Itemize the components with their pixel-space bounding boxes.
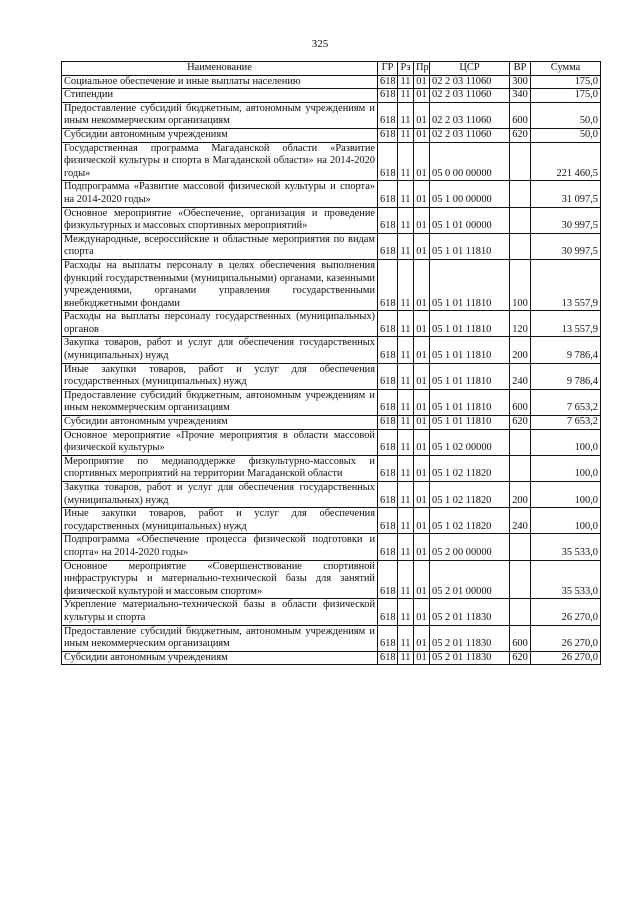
- header-gr: ГР: [378, 62, 398, 76]
- row-rz: 11: [398, 651, 414, 665]
- header-csr: ЦСР: [430, 62, 510, 76]
- row-sum: 35 533,0: [531, 534, 601, 560]
- row-name: Мероприятие по медиаподдержке физкультурно-массовых и спортивных мероприятий на территории Магаданской области: [62, 455, 378, 481]
- row-sum: 30 997,5: [531, 207, 601, 233]
- row-vr: 120: [510, 311, 531, 337]
- row-gr: 618: [378, 75, 398, 89]
- row-pr: 01: [414, 429, 430, 455]
- row-csr: 05 1 01 11810: [430, 389, 510, 415]
- table-row: [62, 389, 601, 415]
- row-vr: [510, 181, 531, 207]
- row-pr: 01: [414, 181, 430, 207]
- row-gr: 618: [378, 651, 398, 665]
- row-rz: 11: [398, 181, 414, 207]
- row-sum: 26 270,0: [531, 651, 601, 665]
- row-csr: 05 1 01 00000: [430, 207, 510, 233]
- row-pr: 01: [414, 625, 430, 651]
- row-sum: 100,0: [531, 482, 601, 508]
- row-vr: [510, 560, 531, 599]
- row-vr: [510, 455, 531, 481]
- row-name: Расходы на выплаты персоналу государственных (муниципальных) органов: [62, 311, 378, 337]
- header-vr: ВР: [510, 62, 531, 76]
- row-name: Стипендии: [62, 89, 378, 103]
- row-gr: 618: [378, 128, 398, 142]
- row-gr: 618: [378, 311, 398, 337]
- row-gr: 618: [378, 455, 398, 481]
- header-name: Наименование: [62, 62, 378, 76]
- row-csr: 02 2 03 11060: [430, 89, 510, 103]
- row-vr: 300: [510, 75, 531, 89]
- row-pr: 01: [414, 128, 430, 142]
- row-rz: 11: [398, 560, 414, 599]
- row-sum: 31 097,5: [531, 181, 601, 207]
- page-number: 325: [311, 38, 329, 50]
- row-pr: 01: [414, 259, 430, 310]
- table-row: [62, 455, 601, 481]
- row-pr: 01: [414, 337, 430, 363]
- row-csr: 05 1 01 11810: [430, 311, 510, 337]
- row-pr: 01: [414, 560, 430, 599]
- row-gr: 618: [378, 482, 398, 508]
- row-pr: 01: [414, 233, 430, 259]
- row-pr: 01: [414, 75, 430, 89]
- row-csr: 05 2 01 11830: [430, 625, 510, 651]
- row-name: Основное мероприятие «Совершенствование спортивной инфраструктуры и материально-технической базы для занятий физической культурой и массовым спортом»: [62, 560, 378, 599]
- row-csr: 05 2 01 00000: [430, 560, 510, 599]
- row-csr: 05 1 02 00000: [430, 429, 510, 455]
- row-gr: 618: [378, 363, 398, 389]
- row-gr: 618: [378, 416, 398, 430]
- row-vr: [510, 599, 531, 625]
- row-rz: 11: [398, 259, 414, 310]
- row-pr: 01: [414, 651, 430, 665]
- row-pr: 01: [414, 482, 430, 508]
- row-rz: 11: [398, 142, 414, 181]
- row-csr: 05 1 01 11810: [430, 363, 510, 389]
- row-rz: 11: [398, 128, 414, 142]
- row-sum: 100,0: [531, 455, 601, 481]
- row-rz: 11: [398, 416, 414, 430]
- row-csr: 05 2 01 11830: [430, 599, 510, 625]
- row-pr: 01: [414, 599, 430, 625]
- row-gr: 618: [378, 429, 398, 455]
- row-vr: 620: [510, 128, 531, 142]
- row-vr: 600: [510, 389, 531, 415]
- table-row: [62, 337, 601, 363]
- row-rz: 11: [398, 455, 414, 481]
- row-vr: 600: [510, 625, 531, 651]
- row-sum: 30 997,5: [531, 233, 601, 259]
- table-row: [62, 560, 601, 599]
- row-gr: 618: [378, 181, 398, 207]
- row-name: Подпрограмма «Развитие массовой физической культуры и спорта» на 2014-2020 годы»: [62, 181, 378, 207]
- row-csr: 05 1 01 11810: [430, 259, 510, 310]
- row-sum: 7 653,2: [531, 416, 601, 430]
- row-name: Основное мероприятие «Прочие мероприятия в области массовой физической культуры»: [62, 429, 378, 455]
- row-vr: [510, 429, 531, 455]
- row-csr: 05 1 01 11810: [430, 233, 510, 259]
- row-gr: 618: [378, 560, 398, 599]
- row-pr: 01: [414, 311, 430, 337]
- row-gr: 618: [378, 233, 398, 259]
- row-vr: [510, 534, 531, 560]
- row-name: Закупка товаров, работ и услуг для обеспечения государственных (муниципальных) нужд: [62, 337, 378, 363]
- row-name: Основное мероприятие «Обеспечение, организация и проведение физкультурных и массовых спортивных мероприятий»: [62, 207, 378, 233]
- row-rz: 11: [398, 429, 414, 455]
- row-pr: 01: [414, 534, 430, 560]
- row-name: Иные закупки товаров, работ и услуг для обеспечения государственных (муниципальных) нужд: [62, 363, 378, 389]
- row-gr: 618: [378, 508, 398, 534]
- row-pr: 01: [414, 102, 430, 128]
- row-sum: 100,0: [531, 429, 601, 455]
- row-csr: 02 2 03 11060: [430, 128, 510, 142]
- row-name: Государственная программа Магаданской области «Развитие физической культуры и спорта в Магаданской области» на 2014-2020 годы»: [62, 142, 378, 181]
- table-row: [62, 128, 601, 142]
- row-gr: 618: [378, 599, 398, 625]
- row-rz: 11: [398, 389, 414, 415]
- row-vr: [510, 207, 531, 233]
- row-sum: 9 786,4: [531, 337, 601, 363]
- row-rz: 11: [398, 89, 414, 103]
- row-vr: 240: [510, 363, 531, 389]
- table-row: [62, 651, 601, 665]
- row-sum: 175,0: [531, 89, 601, 103]
- row-sum: 7 653,2: [531, 389, 601, 415]
- row-sum: 175,0: [531, 75, 601, 89]
- row-csr: 05 0 00 00000: [430, 142, 510, 181]
- table-row: [62, 508, 601, 534]
- table-row: [62, 89, 601, 103]
- row-vr: 200: [510, 482, 531, 508]
- row-pr: 01: [414, 89, 430, 103]
- row-sum: 50,0: [531, 102, 601, 128]
- row-sum: 100,0: [531, 508, 601, 534]
- row-rz: 11: [398, 233, 414, 259]
- row-csr: 05 1 02 11820: [430, 455, 510, 481]
- row-name: Предоставление субсидий бюджетным, автономным учреждениям и иным некоммерческим организациям: [62, 389, 378, 415]
- row-rz: 11: [398, 102, 414, 128]
- row-name: Социальное обеспечение и иные выплаты населению: [62, 75, 378, 89]
- row-gr: 618: [378, 259, 398, 310]
- row-csr: 05 2 00 00000: [430, 534, 510, 560]
- row-vr: 620: [510, 416, 531, 430]
- row-vr: 240: [510, 508, 531, 534]
- row-csr: 02 2 03 11060: [430, 75, 510, 89]
- table-row: [62, 142, 601, 181]
- header-rz: Рз: [398, 62, 414, 76]
- row-vr: 100: [510, 259, 531, 310]
- row-vr: [510, 142, 531, 181]
- row-csr: 05 1 02 11820: [430, 508, 510, 534]
- table-row: [62, 75, 601, 89]
- row-csr: 05 1 01 11810: [430, 337, 510, 363]
- row-pr: 01: [414, 416, 430, 430]
- row-sum: 13 557,9: [531, 259, 601, 310]
- row-sum: 221 460,5: [531, 142, 601, 181]
- table-row: [62, 233, 601, 259]
- row-pr: 01: [414, 455, 430, 481]
- row-rz: 11: [398, 337, 414, 363]
- row-name: Субсидии автономным учреждениям: [62, 128, 378, 142]
- row-gr: 618: [378, 534, 398, 560]
- header-sum: Сумма: [531, 62, 601, 76]
- row-name: Укрепление материально-технической базы в области физической культуры и спорта: [62, 599, 378, 625]
- table-row: [62, 599, 601, 625]
- row-vr: 620: [510, 651, 531, 665]
- row-rz: 11: [398, 482, 414, 508]
- row-rz: 11: [398, 599, 414, 625]
- row-csr: 05 1 01 11810: [430, 416, 510, 430]
- row-name: Субсидии автономным учреждениям: [62, 416, 378, 430]
- table-row: [62, 363, 601, 389]
- table-header-row: [62, 62, 601, 76]
- row-vr: [510, 233, 531, 259]
- row-rz: 11: [398, 75, 414, 89]
- row-rz: 11: [398, 534, 414, 560]
- row-rz: 11: [398, 207, 414, 233]
- row-vr: 340: [510, 89, 531, 103]
- row-gr: 618: [378, 89, 398, 103]
- row-sum: 13 557,9: [531, 311, 601, 337]
- row-name: Иные закупки товаров, работ и услуг для обеспечения государственных (муниципальных) нужд: [62, 508, 378, 534]
- row-csr: 02 2 03 11060: [430, 102, 510, 128]
- table-row: [62, 416, 601, 430]
- row-name: Предоставление субсидий бюджетным, автономным учреждениям и иным некоммерческим организациям: [62, 625, 378, 651]
- table-row: [62, 207, 601, 233]
- row-name: Расходы на выплаты персоналу в целях обеспечения выполнения функций государственными (муниципальными) органами, казенными учреждениями, органами управления государственными внебюджетными фондами: [62, 259, 378, 310]
- row-vr: 200: [510, 337, 531, 363]
- row-vr: 600: [510, 102, 531, 128]
- row-sum: 35 533,0: [531, 560, 601, 599]
- row-name: Предоставление субсидий бюджетным, автономным учреждениям и иным некоммерческим организациям: [62, 102, 378, 128]
- row-name: Закупка товаров, работ и услуг для обеспечения государственных (муниципальных) нужд: [62, 482, 378, 508]
- row-sum: 26 270,0: [531, 599, 601, 625]
- row-name: Международные, всероссийские и областные мероприятия по видам спорта: [62, 233, 378, 259]
- row-csr: 05 2 01 11830: [430, 651, 510, 665]
- table-row: [62, 259, 601, 310]
- row-sum: 26 270,0: [531, 625, 601, 651]
- row-pr: 01: [414, 363, 430, 389]
- row-pr: 01: [414, 389, 430, 415]
- row-name: Подпрограмма «Обеспечение процесса физической подготовки и спорта» на 2014-2020 годы»: [62, 534, 378, 560]
- row-rz: 11: [398, 508, 414, 534]
- row-csr: 05 1 02 11820: [430, 482, 510, 508]
- row-sum: 50,0: [531, 128, 601, 142]
- row-gr: 618: [378, 337, 398, 363]
- row-rz: 11: [398, 363, 414, 389]
- row-pr: 01: [414, 142, 430, 181]
- row-rz: 11: [398, 625, 414, 651]
- row-pr: 01: [414, 508, 430, 534]
- header-pr: Пр: [414, 62, 430, 76]
- row-gr: 618: [378, 207, 398, 233]
- row-csr: 05 1 00 00000: [430, 181, 510, 207]
- budget-table: [61, 61, 601, 665]
- table-row: [62, 181, 601, 207]
- row-gr: 618: [378, 625, 398, 651]
- row-name: Субсидии автономным учреждениям: [62, 651, 378, 665]
- table-row: [62, 102, 601, 128]
- table-row: [62, 429, 601, 455]
- row-gr: 618: [378, 142, 398, 181]
- table-row: [62, 534, 601, 560]
- table-row: [62, 482, 601, 508]
- row-pr: 01: [414, 207, 430, 233]
- row-rz: 11: [398, 311, 414, 337]
- row-sum: 9 786,4: [531, 363, 601, 389]
- table-row: [62, 311, 601, 337]
- table-row: [62, 625, 601, 651]
- row-gr: 618: [378, 389, 398, 415]
- row-gr: 618: [378, 102, 398, 128]
